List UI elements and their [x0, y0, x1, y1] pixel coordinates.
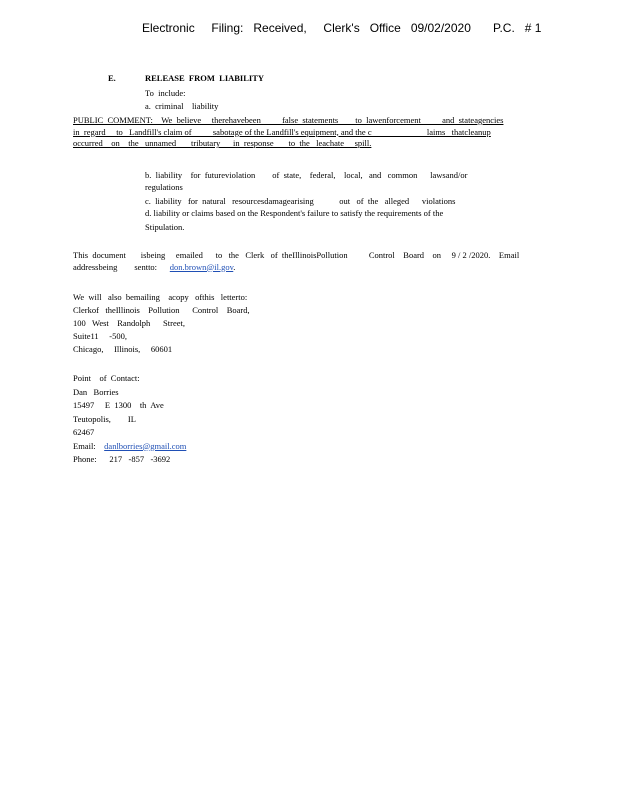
item-d-cont: Stipulation.	[145, 222, 185, 232]
contact-name: Dan Borries	[73, 386, 119, 397]
point-of-contact	[73, 372, 186, 467]
contact-phone: Phone: 217 -857 -3692	[73, 454, 171, 464]
public-comment-line: occurred on the unnamed tributary in response to the leachate spill.	[73, 138, 372, 148]
mailing-line: Chicago, Illinois, 60601	[73, 344, 173, 354]
page-code: P.C. # 1	[493, 21, 542, 35]
contact-email-row	[73, 440, 186, 454]
mailing-line: Suite11 -500,	[73, 331, 127, 341]
clerk-email-link[interactable]: don.brown@il.gov	[169, 261, 234, 272]
item-a: a. criminal liability	[145, 101, 219, 111]
public-comment-line: in regard to Landfill's claim of sabotage of the Landfill's equipment, and the c laims thatcleanup	[73, 126, 491, 137]
contact-heading: Point of Contact:	[73, 373, 140, 383]
mailing-address	[73, 291, 250, 356]
section-title: RELEASE FROM LIABILITY	[145, 73, 265, 83]
email-notice-suffix: .	[233, 261, 236, 272]
email-notice-line2	[73, 262, 519, 274]
section-letter: E.	[108, 73, 116, 83]
section-intro: To include:	[145, 88, 186, 98]
contact-city: Teutopolis, IL	[73, 413, 136, 424]
mailing-line: Clerkof theIllinois Pollution Control Board,	[73, 305, 250, 315]
liability-items	[145, 170, 467, 234]
email-notice-line1: This document isbeing emailed to the Clerk of theIllinoisPollution Control Board on 9 / 2 /2020. Email	[73, 250, 520, 260]
email-notice-prefix: addressbeing sentto:	[73, 261, 170, 272]
contact-zip: 62467	[73, 427, 95, 437]
item-b: b. liability for futureviolation of state, federal, local, and common lawsand/or	[145, 170, 468, 180]
item-d: d. liability or claims based on the Respondent's failure to satisfy the requirements of the	[145, 207, 444, 218]
mailing-line: 100 West Randolph Street,	[73, 318, 186, 328]
filing-stamp: Electronic Filing: Received, Clerk's Office 09/02/2020	[142, 21, 471, 35]
item-c: c. liability for natural resourcesdamagearising out of the alleged violations	[145, 196, 456, 206]
contact-email-link[interactable]: danlborries@gmail.com	[104, 440, 187, 451]
contact-email-label: Email:	[73, 440, 105, 451]
contact-street: 15497 E 1300 th Ave	[73, 400, 164, 410]
public-comment	[73, 115, 503, 150]
mailing-line: We will also bemailing acopy ofthis letterto:	[73, 292, 248, 302]
item-b-cont: regulations	[145, 181, 183, 192]
email-notice	[73, 250, 519, 273]
public-comment-line: PUBLIC COMMENT: We believe therehavebeen false statements to lawenforcement and stateagencies	[73, 115, 504, 125]
